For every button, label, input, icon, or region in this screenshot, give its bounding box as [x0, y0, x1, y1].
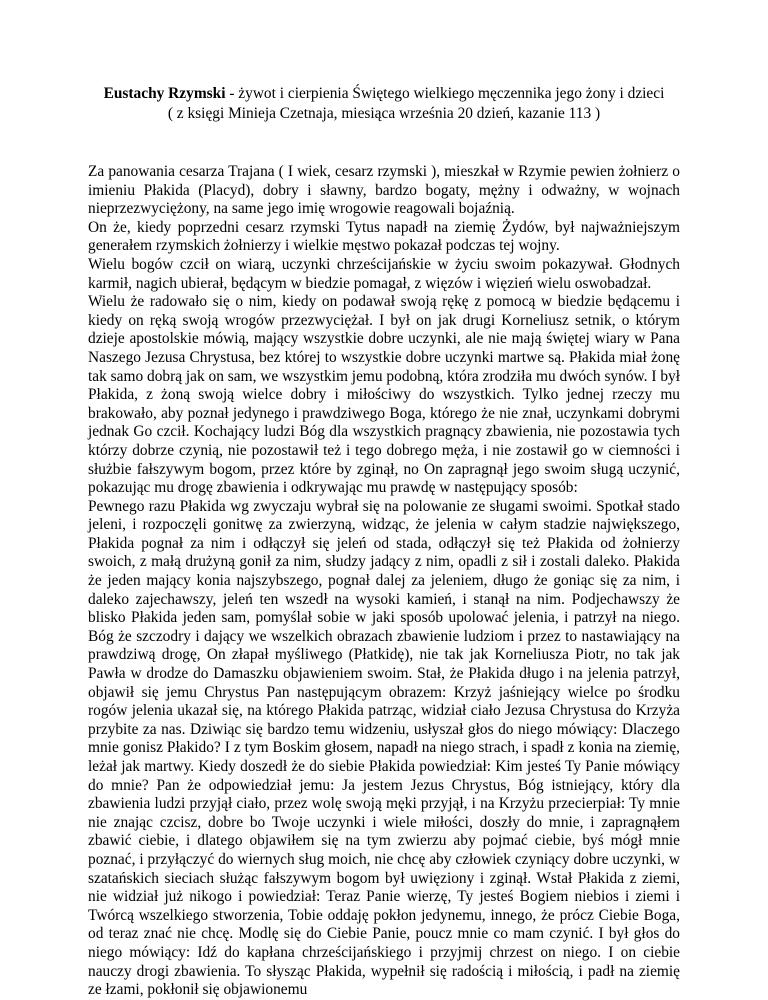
paragraph: Pewnego razu Płakida wg zwyczaju wybrał się na polowanie ze sługami swoimi. Spotkał stado jeleni, i rozpoczęli gonitwę za zwierzyną, widząc, że jelenia w całym stadzie największego, Płakida pognał za nim i odłączył się jeleń od stada, odłączył się też Płakida od żołnierzy swoich, z małą drużyną gonił za nim, słudzy jadący z nim, opadli z sił i zostali daleko. Płakida że jeden mający konia najszybszego, pognał dalej za jeleniem, długo że goniąc się za nim, i daleko zajechawszy, jeleń ten wszedł na wysoki kamień, i stanął na nim. Podjechawszy że blisko Płakida jeden sam, pomyślał sobie w jaki sposób upolować jelenia, i patrzył na niego. Bóg że szczodry i dający we wszelkich obrazach zbawienie ludziom i przez to nastawiający na prawdziwą drogę, On złapał myśliwego (Płatkidę), nie tak jak Korneliusza Piotr, no tak jak Pawła w drodze do Damaszku objawieniem swoim. Stał, że Płakida długo i na jelenia patrzył, objawił się jemu Chrystus Pan następującym obrazem: Krzyż jaśniejący wielce po środku rogów jelenia ukazał się, na którego Płakida patrząc, widział ciało Jezusa Chrystusa do Krzyża przybite za nas. Dziwiąc się bardzo temu widzeniu, usłyszał głos do niego mówiący: Dlaczego mnie gonisz Płakido? I z tym Boskim głosem, napadł na niego strach, i spadł z konia na ziemię, leżał jak martwy. Kiedy doszedł że do siebie Płakida powiedział: Kim jesteś Ty Panie mówiący do mnie? Pan że odpowiedział jemu: Ja jestem Jezus Chrystus, Bóg istniejący, który dla zbawienia ludzi przyjął ciało, przez wolę swoją męki przyjął, i na Krzyżu przecierpiał: Ty mnie nie znając czcisz, dobre bo Twoje uczynki i wiele miłości, doszły do mnie, i zapragnąłem zbawić ciebie, i dlatego objawiłem się na tym zwierzu aby pojmać ciebie, byś mógł mnie poznać, i przyłączyć do wiernych sług moich, nie chcę aby człowiek czyniący dobre uczynki, w szatańskich sieciach służąc fałszywym bogom był uwięziony i zginął. Wstał Płakida z ziemi, nie widział już nikogo i powiedział: Teraz Panie wierzę, Ty jesteś Bogiem niebios i ziemi i Twórcą wszelkiego stworzenia, Tobie oddaję pokłon jedynemu, innego, że prócz Ciebie Boga, od teraz znać nie chcę. Modlę się do Ciebie Panie, poucz mnie co mam czynić. I był głos do niego mówiący: Idź do kapłana chrześcijańskiego i przyjmij chrzest on niego. I on ciebie nauczy drogi zbawienia. To słysząc Płakida, wypełnił się radością i miłością, i padł na ziemię ze łzami, pokłonił się objawionemu — [88, 497, 680, 999]
paragraph: On że, kiedy poprzedni cesarz rzymski Tytus napadł na ziemię Żydów, był najważniejszym generałem rzymskich żołnierzy i wielkie męstwo pokazał podczas tej wojny. — [88, 218, 680, 255]
document-body — [88, 163, 680, 1000]
subtitle: ( z księgi Minieja Czetnaja, miesiąca września 20 dzień, kazanie 113 ) — [167, 105, 601, 122]
title-description: - żywot i cierpienia Świętego wielkiego męczennika jego żony i dzieci — [225, 85, 665, 102]
paragraph: Wielu że radowało się o nim, kiedy on podawał swoją rękę z pomocą w biedzie będącemu i kiedy on ręką swoją wrogów przezwyciężał. I był on jak drugi Korneliusz setnik, o którym dzieje apostolskie mówią, mający wszystkie dobre uczynki, ale nie mają świętej wiary w Pana Naszego Jezusa Chrystusa, bez której to wszystkie dobre uczynki martwe są. Płakida miał żonę tak samo dobrą jak on sam, we wszystkim jemu podobną, która zrodziła mu dwóch synów. I był Płakida, z żoną swoją wielce dobry i miłościwy do wszystkich. Tylko jednej rzeczy mu brakowało, aby poznał jedynego i prawdziwego Boga, którego że nie znał, uczynkami dobrymi jednak Go czcił. Kochający ludzi Bóg dla wszystkich pragnący zbawienia, nie pozostawia tych którzy dobrze czynią, nie pozostawił też i tego dobrego męża, i nie zostawił go w ciemności i służbie fałszywym bogom, przez które by zginął, no On zapragnął jego swoim sługą uczynić, pokazując mu drogę zbawienia i odkrywając mu prawdę w następujący sposób: — [88, 293, 680, 497]
title-name: Eustachy Rzymski — [103, 85, 226, 102]
document-page — [88, 84, 680, 1000]
title-line — [88, 84, 680, 104]
paragraph: Wielu bogów czcił on wiarą, uczynki chrześcijańskie w życiu swoim pokazywał. Głodnych karmił, nagich ubierał, będącym w biedzie pomagał, z więzów i więzień wielu oswobadzał. — [88, 255, 680, 292]
document-header — [88, 84, 680, 124]
paragraph: Za panowania cesarza Trajana ( I wiek, cesarz rzymski ), mieszkał w Rzymie pewien żołnierz o imieniu Płakida (Placyd), dobry i sławny, bardzo bogaty, mężny i odważny, w wojnach nieprzezwyciężony, na same jego imię wrogowie reagowali bojaźnią. — [88, 163, 680, 218]
